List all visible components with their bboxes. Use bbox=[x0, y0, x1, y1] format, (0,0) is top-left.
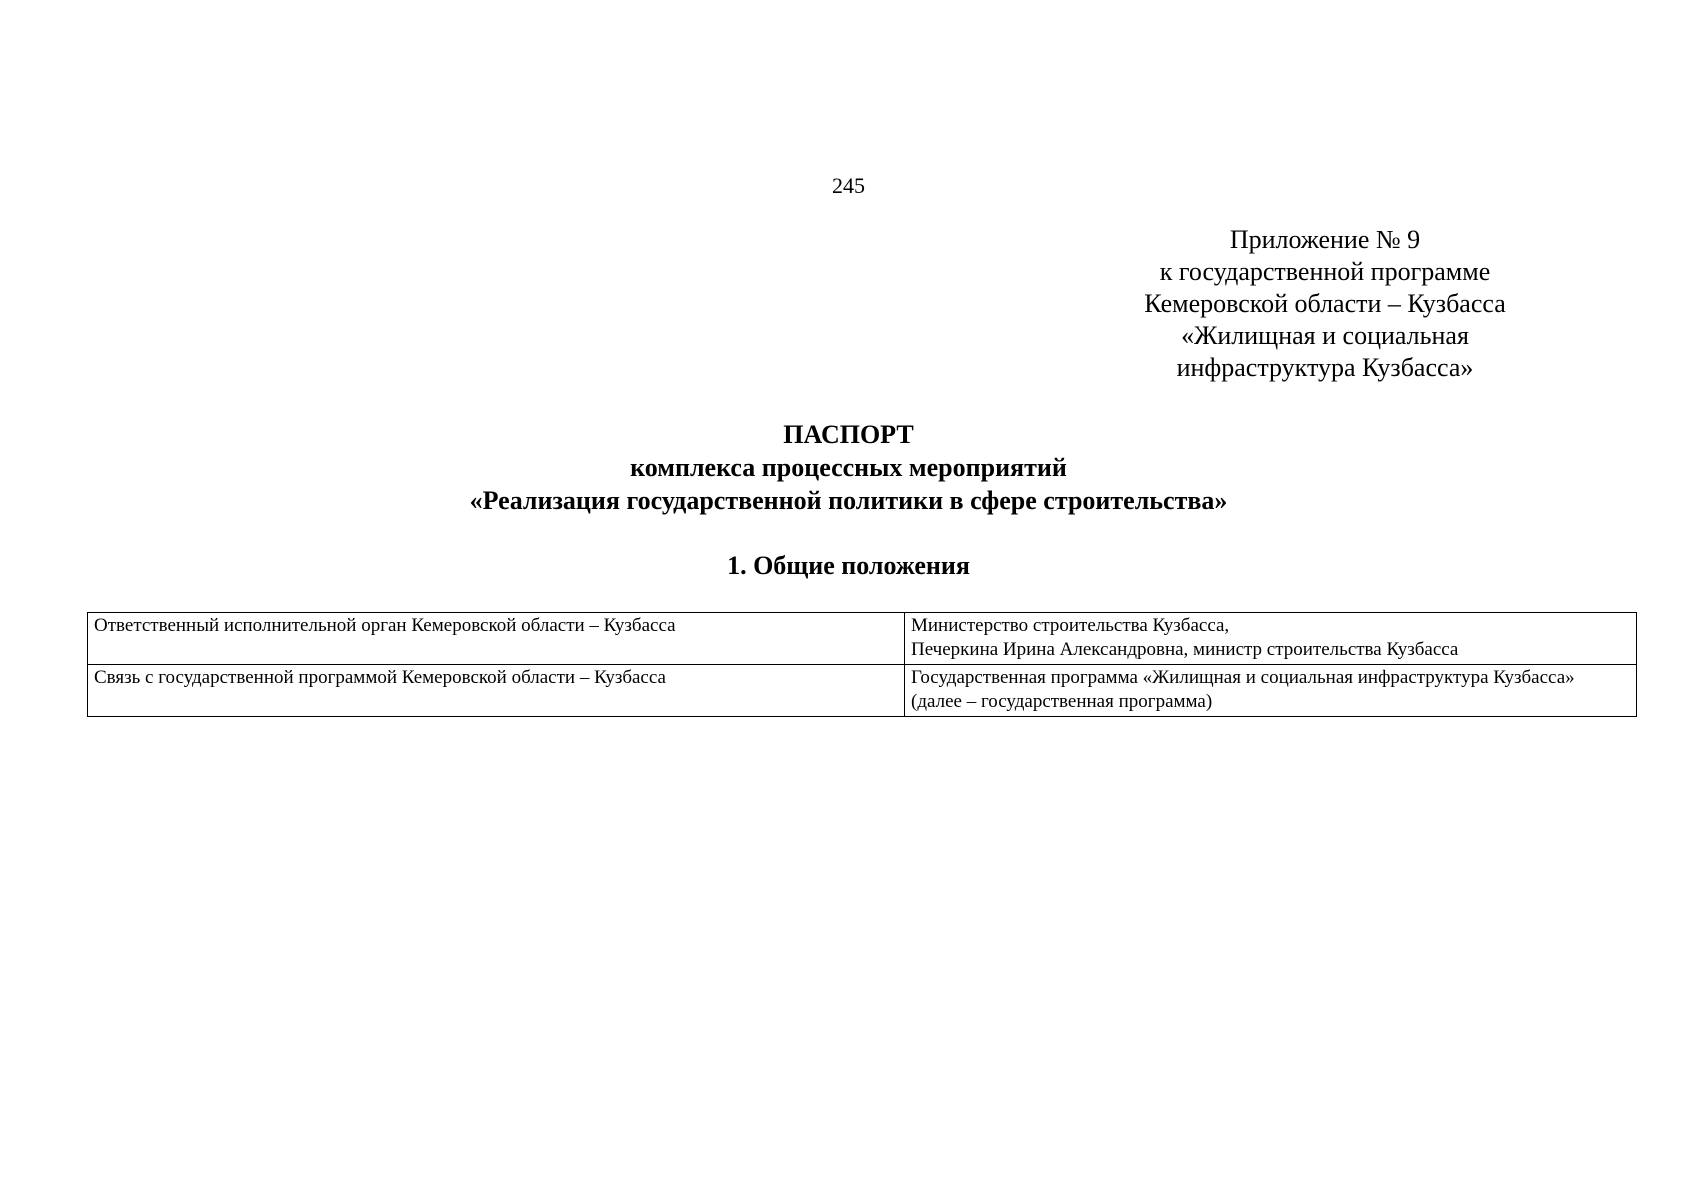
table-cell-label: Ответственный исполнительной орган Кемеровской области – Кузбасса bbox=[88, 613, 905, 665]
table-cell-value: Государственная программа «Жилищная и социальная инфраструктура Кузбасса» (далее – государственная программа) bbox=[905, 665, 1637, 717]
appendix-header bbox=[1080, 224, 1570, 384]
page-number: 245 bbox=[832, 173, 865, 198]
title-subtitle: комплекса процессных мероприятий bbox=[630, 453, 1067, 482]
title-passport: ПАСПОРТ bbox=[783, 420, 914, 449]
table-cell-label: Связь с государственной программой Кемеровской области – Кузбасса bbox=[88, 665, 905, 717]
table-row bbox=[88, 665, 1637, 717]
document-title bbox=[0, 418, 1697, 517]
title-program-name: «Реализация государственной политики в сфере строительства» bbox=[469, 486, 1228, 515]
appendix-line: Приложение № 9 bbox=[1229, 225, 1421, 254]
appendix-line: «Жилищная и социальная bbox=[1181, 321, 1469, 350]
section-heading: 1. Общие положения bbox=[727, 551, 970, 580]
table-cell-value: Министерство строительства Кузбасса, Печеркина Ирина Александровна, министр строительства Кузбасса bbox=[905, 613, 1637, 665]
general-provisions-table bbox=[87, 612, 1637, 717]
appendix-line: Кемеровской области – Кузбасса bbox=[1144, 289, 1506, 318]
appendix-line: инфраструктура Кузбасса» bbox=[1176, 353, 1474, 382]
table-row bbox=[88, 613, 1637, 665]
appendix-line: к государственной программе bbox=[1159, 257, 1491, 286]
